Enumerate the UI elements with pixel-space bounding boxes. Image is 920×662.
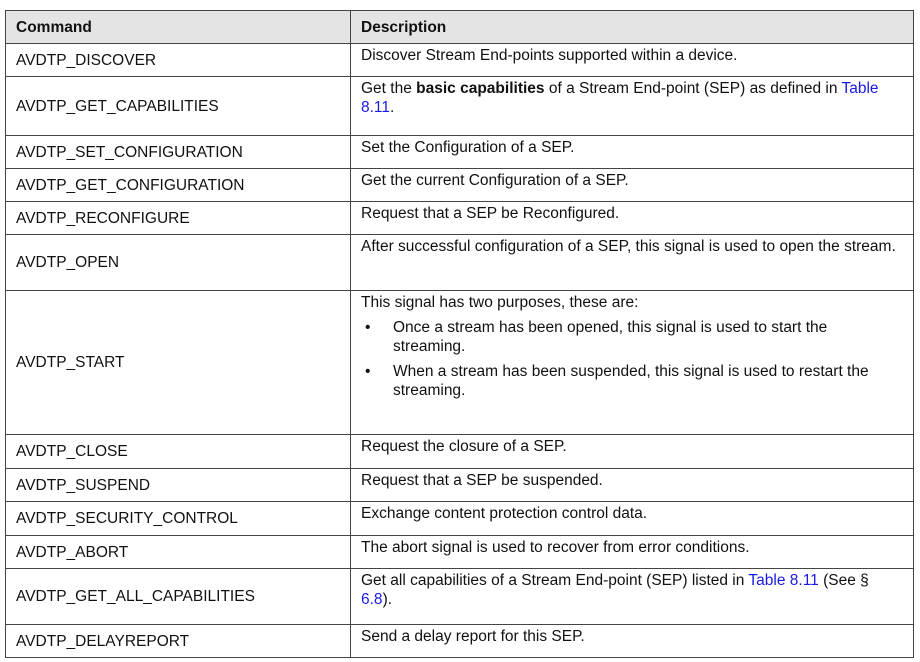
table-row [6,136,914,169]
description-cell: The abort signal is used to recover from error conditions. [351,536,914,569]
description-cell: After successful configuration of a SEP, this signal is used to open the stream. [351,235,914,291]
desc-text: ). [382,591,393,608]
description-cell: Send a delay report for this SEP. [351,625,914,658]
desc-bold-text: basic capabilities [416,80,545,97]
table-row [6,469,914,502]
column-header-command: Command [6,11,351,44]
bullet-item: • When a stream has been suspended, this signal is used to restart the streaming. [361,362,903,400]
bullet-item: • Once a stream has been opened, this signal is used to start the streaming. [361,318,903,356]
desc-text: Get all capabilities of a Stream End-point (SEP) listed in [361,572,749,589]
desc-text: This signal has two purposes, these are: [361,294,639,311]
description-cell: Get the current Configuration of a SEP. [351,169,914,202]
description-cell: Request that a SEP be suspended. [351,469,914,502]
command-cell: AVDTP_ABORT [6,536,351,569]
desc-text: . [390,99,395,116]
table-row [6,502,914,536]
description-cell: Exchange content protection control data. [351,502,914,536]
bullet-list [361,318,903,400]
command-cell: AVDTP_GET_ALL_CAPABILITIES [6,569,351,625]
description-cell [351,77,914,136]
description-cell [351,291,914,435]
command-cell: AVDTP_GET_CAPABILITIES [6,77,351,136]
command-cell: AVDTP_SECURITY_CONTROL [6,502,351,536]
desc-text: of a Stream End-point (SEP) as defined in [544,80,842,97]
command-cell: AVDTP_OPEN [6,235,351,291]
description-cell [351,569,914,625]
command-cell: AVDTP_GET_CONFIGURATION [6,169,351,202]
table-row [6,77,914,136]
command-cell: AVDTP_DISCOVER [6,44,351,77]
table-row [6,44,914,77]
table-row [6,169,914,202]
command-cell: AVDTP_RECONFIGURE [6,202,351,235]
command-cell: AVDTP_DELAYREPORT [6,625,351,658]
table-header-row [6,11,914,44]
command-cell: AVDTP_CLOSE [6,435,351,469]
desc-text: Get the [361,80,417,97]
command-cell: AVDTP_SET_CONFIGURATION [6,136,351,169]
command-cell: AVDTP_START [6,291,351,435]
table-row [6,291,914,435]
desc-text: (See § [818,572,869,589]
table-row [6,435,914,469]
description-cell: Request that a SEP be Reconfigured. [351,202,914,235]
description-cell: Request the closure of a SEP. [351,435,914,469]
table-row [6,625,914,658]
description-cell: Set the Configuration of a SEP. [351,136,914,169]
column-header-description: Description [351,11,914,44]
table-row [6,569,914,625]
command-cell: AVDTP_SUSPEND [6,469,351,502]
table-row [6,202,914,235]
description-cell: Discover Stream End-points supported within a device. [351,44,914,77]
avdtp-commands-table [5,10,914,658]
table-row [6,235,914,291]
table-8-11-link[interactable]: Table 8.11 [748,572,819,589]
section-6-8-link[interactable]: 6.8 [361,591,383,608]
table-row [6,536,914,569]
table-8-11-link[interactable]: Table 8.11 [361,80,879,116]
